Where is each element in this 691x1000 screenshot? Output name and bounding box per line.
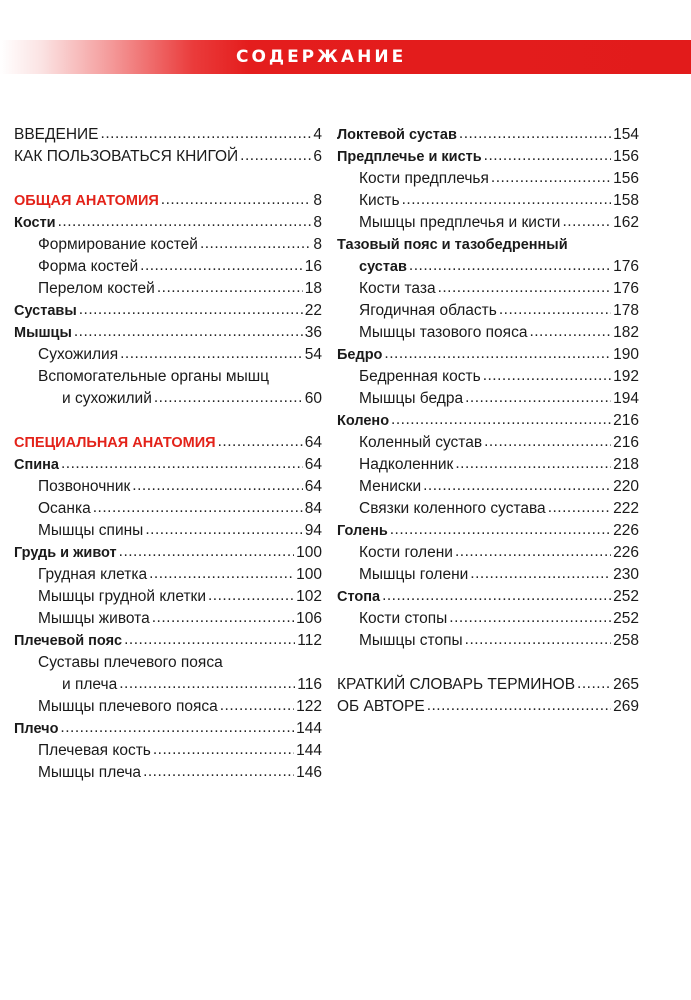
toc-chapter[interactable]: Стопа ..... 252 [337, 586, 639, 608]
toc-entry[interactable]: Форма костей ..... 16 [14, 256, 322, 278]
toc-entry[interactable]: Надколенник ..... 218 [337, 454, 639, 476]
toc-entry[interactable]: Мениски ..... 220 [337, 476, 639, 498]
toc-entry[interactable]: и плеча ..... 116 [14, 674, 322, 696]
toc-entry[interactable]: Перелом костей ..... 18 [14, 278, 322, 300]
toc-entry[interactable]: Плечевая кость ..... 144 [14, 740, 322, 762]
toc-entry[interactable]: и сухожилий ..... 60 [14, 388, 322, 410]
toc-entry[interactable]: Мышцы плечевого пояса ..... 122 [14, 696, 322, 718]
toc-right-column [337, 124, 639, 718]
toc-entry[interactable]: Кости стопы ..... 252 [337, 608, 639, 630]
toc-entry[interactable]: Мышцы спины ..... 94 [14, 520, 322, 542]
toc-entry[interactable]: Бедренная кость ..... 192 [337, 366, 639, 388]
toc-chapter[interactable]: Голень ..... 226 [337, 520, 639, 542]
toc-left-column [14, 124, 322, 784]
toc-entry-line[interactable]: Вспомогательные органы мышц [38, 368, 270, 385]
toc-chapter[interactable]: Плечо ..... 144 [14, 718, 322, 740]
toc-entry[interactable]: Ягодичная область ..... 178 [337, 300, 639, 322]
toc-chapter[interactable]: Спина ..... 64 [14, 454, 322, 476]
toc-entry[interactable]: Кости голени ..... 226 [337, 542, 639, 564]
toc-entry[interactable]: Позвоночник ..... 64 [14, 476, 322, 498]
toc-chapter[interactable]: Колено ..... 216 [337, 410, 639, 432]
toc-entry[interactable]: Мышцы живота ..... 106 [14, 608, 322, 630]
toc-entry[interactable]: Кости предплечья ..... 156 [337, 168, 639, 190]
toc-chapter[interactable]: сустав ..... 176 [337, 256, 639, 278]
toc-entry[interactable]: Коленный сустав ..... 216 [337, 432, 639, 454]
toc-entry[interactable]: Мышцы грудной клетки ..... 102 [14, 586, 322, 608]
toc-entry-line[interactable]: Суставы плечевого пояса [38, 654, 223, 671]
toc-entry[interactable]: Осанка ..... 84 [14, 498, 322, 520]
toc-section-heading[interactable]: ОБЩАЯ АНАТОМИЯ ..... 8 [14, 190, 322, 212]
toc-entry[interactable]: Мышцы голени ..... 230 [337, 564, 639, 586]
toc-entry[interactable]: Формирование костей ..... 8 [14, 234, 322, 256]
toc-entry[interactable]: КАК ПОЛЬЗОВАТЬСЯ КНИГОЙ ..... 6 [14, 146, 322, 168]
toc-entry[interactable]: Связки коленного сустава ..... 222 [337, 498, 639, 520]
toc-section-heading[interactable]: СПЕЦИАЛЬНАЯ АНАТОМИЯ ..... 64 [14, 432, 322, 454]
toc-entry[interactable]: ОБ АВТОРЕ ..... 269 [337, 696, 639, 718]
toc-chapter[interactable]: Бедро ..... 190 [337, 344, 639, 366]
toc-entry[interactable]: Сухожилия ..... 54 [14, 344, 322, 366]
contents-title: СОДЕРЖАНИЕ [236, 47, 407, 67]
toc-entry[interactable]: Кости таза ..... 176 [337, 278, 639, 300]
toc-entry[interactable]: Мышцы плеча ..... 146 [14, 762, 322, 784]
toc-entry[interactable]: ВВЕДЕНИЕ ..... 4 [14, 124, 322, 146]
toc-entry[interactable]: Мышцы тазового пояса ..... 182 [337, 322, 639, 344]
toc-chapter[interactable]: Локтевой сустав ..... 154 [337, 124, 639, 146]
toc-chapter-line[interactable]: Тазовый пояс и тазобедренный [337, 237, 568, 253]
toc-chapter[interactable]: Мышцы ..... 36 [14, 322, 322, 344]
toc-chapter[interactable]: Предплечье и кисть ..... 156 [337, 146, 639, 168]
toc-entry[interactable]: Мышцы бедра ..... 194 [337, 388, 639, 410]
contents-banner [0, 40, 691, 74]
toc-entry[interactable]: Мышцы стопы ..... 258 [337, 630, 639, 652]
toc-chapter[interactable]: Плечевой пояс ..... 112 [14, 630, 322, 652]
toc-entry[interactable]: Кисть ..... 158 [337, 190, 639, 212]
toc-entry[interactable]: Грудная клетка ..... 100 [14, 564, 322, 586]
toc-chapter[interactable]: Кости ..... 8 [14, 212, 322, 234]
toc-chapter[interactable]: Суставы ..... 22 [14, 300, 322, 322]
toc-entry[interactable]: КРАТКИЙ СЛОВАРЬ ТЕРМИНОВ ..... 265 [337, 674, 639, 696]
toc-entry[interactable]: Мышцы предплечья и кисти ..... 162 [337, 212, 639, 234]
toc-chapter[interactable]: Грудь и живот ..... 100 [14, 542, 322, 564]
